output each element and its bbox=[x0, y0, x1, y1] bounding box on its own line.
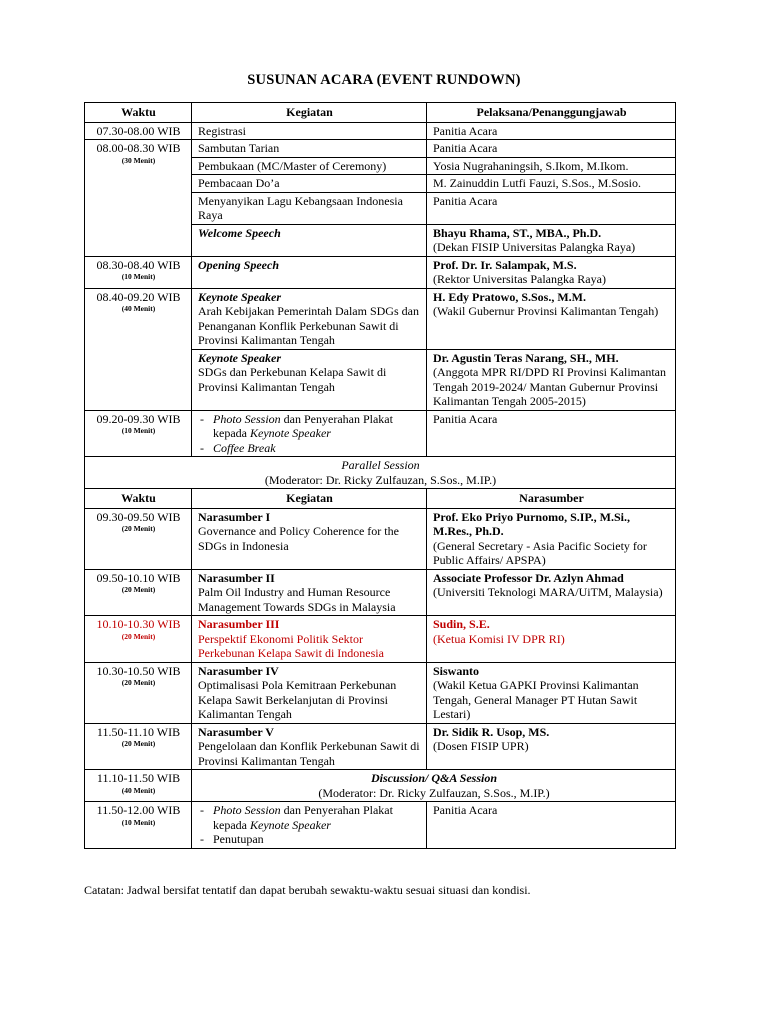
speaker-label: Narasumber V bbox=[198, 724, 274, 739]
time-text: 09.20-09.30 WIB bbox=[96, 411, 181, 426]
time-text: 11.50-11.10 WIB bbox=[96, 724, 181, 739]
speaker-name: Dr. Agustin Teras Narang, SH., MH. bbox=[433, 350, 619, 365]
duration-text: (40 Menit) bbox=[121, 785, 156, 795]
speaker-role: (Anggota MPR RI/DPD RI Provinsi Kalimantan Tengah 2019-2024/ Mantan Gubernur Provinsi Kalimantan Tengah 2005-2015) bbox=[433, 365, 666, 408]
time-cell bbox=[85, 256, 192, 288]
session-topic: Pengelolaan dan Konflik Perkebunan Sawit di Provinsi Kalimantan Tengah bbox=[198, 739, 420, 768]
person-cell: Panitia Acara bbox=[427, 410, 676, 457]
speaker-name: Siswanto bbox=[433, 663, 480, 678]
table-row bbox=[85, 410, 676, 457]
header-pelaksana: Pelaksana/Penanggungjawab bbox=[427, 103, 676, 123]
time-text: 08.40-09.20 WIB bbox=[96, 289, 181, 304]
time-text: 08.00-08.30 WIB bbox=[96, 141, 181, 155]
list-item: - Penutupan bbox=[198, 832, 421, 847]
activity-list bbox=[198, 803, 421, 847]
keynote-topic: Arah Kebijakan Pemerintah Dalam SDGs dan Penanganan Konflik Perkebunan Sawit di Provinsi Kalimantan Tengah bbox=[198, 304, 419, 347]
list-item bbox=[198, 803, 421, 832]
keynote-label: Keynote Speaker bbox=[198, 289, 281, 304]
table-row bbox=[85, 140, 676, 158]
parallel-session-row bbox=[85, 457, 676, 489]
speaker-name: Sudin, S.E. bbox=[433, 617, 490, 631]
speaker-name: Bhayu Rhama, ST., MBA., Ph.D. bbox=[433, 225, 602, 240]
footnote: Catatan: Jadwal bersifat tentatif dan dapat berubah sewaktu-waktu sesuai situasi dan kondisi. bbox=[84, 883, 531, 897]
duration-text: (20 Menit) bbox=[121, 585, 156, 594]
person-cell: M. Zainuddin Lutfi Fauzi, S.Sos., M.Sosio. bbox=[427, 175, 676, 193]
time-cell bbox=[85, 802, 192, 849]
table-row bbox=[85, 616, 676, 663]
speaker-role: (Wakil Ketua GAPKI Provinsi Kalimantan Tengah, General Manager PT Hutan Sawit Lestari) bbox=[433, 678, 639, 721]
person-cell bbox=[427, 288, 676, 349]
speaker-name: H. Edy Pratowo, S.Sos., M.M. bbox=[433, 289, 586, 304]
time-cell bbox=[85, 410, 192, 457]
plakat-text: dan Penyerahan Plakat kepada bbox=[213, 411, 393, 440]
parallel-session-cell bbox=[85, 457, 676, 489]
person-cell bbox=[427, 723, 676, 770]
discussion-title: Discussion/ Q&A Session bbox=[370, 771, 498, 785]
time-cell bbox=[85, 569, 192, 616]
table-row bbox=[85, 662, 676, 723]
person-cell bbox=[427, 616, 676, 663]
person-cell bbox=[427, 256, 676, 288]
time-cell bbox=[85, 616, 192, 663]
activity-cell: Pembacaan Do’a bbox=[192, 175, 427, 193]
session-topic: Palm Oil Industry and Human Resource Management Towards SDGs in Malaysia bbox=[198, 585, 396, 614]
activity-cell bbox=[192, 288, 427, 349]
header-kegiatan: Kegiatan bbox=[192, 489, 427, 509]
document-title: SUSUNAN ACARA (EVENT RUNDOWN) bbox=[247, 72, 521, 88]
person-cell: Panitia Acara bbox=[427, 122, 676, 140]
header-waktu: Waktu bbox=[85, 103, 192, 123]
speaker-name: Prof. Eko Priyo Purnomo, S.IP., M.Si., M.Res., Ph.D. bbox=[433, 509, 631, 538]
duration-text: (10 Menit) bbox=[121, 817, 156, 827]
activity-cell bbox=[192, 723, 427, 770]
discussion-row bbox=[85, 770, 676, 802]
activity-list bbox=[198, 412, 421, 456]
person-cell bbox=[427, 508, 676, 569]
time-text: 07.30-08.00 WIB bbox=[96, 123, 181, 138]
activity-cell bbox=[192, 616, 427, 663]
plakat-text: dan Penyerahan Plakat kepada bbox=[213, 803, 393, 832]
speaker-name: Dr. Sidik R. Usop, MS. bbox=[433, 724, 550, 739]
speaker-role: (Dekan FISIP Universitas Palangka Raya) bbox=[433, 240, 636, 254]
speaker-label: Narasumber III bbox=[198, 617, 280, 631]
speaker-role: (Wakil Gubernur Provinsi Kalimantan Tengah) bbox=[433, 304, 659, 318]
table-row bbox=[85, 723, 676, 770]
table-row bbox=[85, 256, 676, 288]
speaker-role: (Ketua Komisi IV DPR RI) bbox=[433, 631, 565, 646]
keynote-label: Keynote Speaker bbox=[198, 350, 281, 365]
rundown-table bbox=[84, 102, 676, 849]
time-text: 11.10-11.50 WIB bbox=[96, 771, 181, 785]
time-text: 11.50-12.00 WIB bbox=[96, 803, 181, 817]
person-cell: Panitia Acara bbox=[427, 140, 676, 158]
duration-text: (20 Menit) bbox=[121, 739, 156, 748]
person-cell bbox=[427, 662, 676, 723]
parallel-session-moderator: (Moderator: Dr. Ricky Zulfauzan, S.Sos., M.IP.) bbox=[264, 472, 497, 487]
person-cell bbox=[427, 349, 676, 410]
table-row bbox=[85, 508, 676, 569]
photo-session-text: Photo Session bbox=[213, 411, 281, 426]
keynote-text: Keynote Speaker bbox=[249, 426, 331, 440]
speaker-label: Narasumber IV bbox=[198, 663, 279, 678]
activity-cell: Welcome Speech bbox=[192, 224, 427, 256]
duration-text: (20 Menit) bbox=[121, 524, 156, 533]
duration-text: (20 Menit) bbox=[121, 631, 156, 641]
parallel-session-title: Parallel Session bbox=[341, 458, 420, 472]
activity-cell bbox=[192, 508, 427, 569]
table-row bbox=[85, 569, 676, 616]
time-cell bbox=[85, 140, 192, 257]
speaker-role: (Rektor Universitas Palangka Raya) bbox=[433, 272, 606, 286]
duration-text: (30 Menit) bbox=[121, 155, 156, 165]
table-header-row bbox=[85, 103, 676, 123]
speaker-role: (Dosen FISIP UPR) bbox=[433, 739, 529, 753]
time-text: 10.30-10.50 WIB bbox=[96, 663, 181, 678]
list-item bbox=[198, 412, 421, 441]
time-cell bbox=[85, 508, 192, 569]
discussion-cell bbox=[192, 770, 676, 802]
activity-cell bbox=[192, 349, 427, 410]
duration-text: (40 Menit) bbox=[121, 304, 156, 313]
time-cell bbox=[85, 122, 192, 140]
activity-cell: Registrasi bbox=[192, 122, 427, 140]
photo-session-text: Photo Session bbox=[213, 803, 281, 817]
table-row bbox=[85, 802, 676, 849]
time-text: 09.50-10.10 WIB bbox=[96, 570, 181, 585]
duration-text: (10 Menit) bbox=[121, 272, 156, 281]
session-topic: Optimalisasi Pola Kemitraan Perkebunan Kelapa Sawit Berkelanjutan di Provinsi Kalimantan Tengah bbox=[198, 678, 397, 721]
speaker-name: Associate Professor Dr. Azlyn Ahmad bbox=[433, 570, 624, 585]
speaker-label: Narasumber II bbox=[198, 570, 275, 585]
activity-cell: Menyanyikan Lagu Kebangsaan Indonesia Raya bbox=[192, 192, 427, 224]
time-text: 08.30-08.40 WIB bbox=[96, 257, 181, 272]
speaker-label: Narasumber I bbox=[198, 509, 271, 524]
activity-cell bbox=[192, 802, 427, 849]
speaker-name: Prof. Dr. Ir. Salampak, M.S. bbox=[433, 257, 577, 272]
time-cell bbox=[85, 288, 192, 410]
speaker-role: (General Secretary - Asia Pacific Society for Public Affairs/ APSPA) bbox=[433, 538, 647, 567]
table-row bbox=[85, 122, 676, 140]
table-header-row bbox=[85, 489, 676, 509]
activity-cell: Opening Speech bbox=[192, 256, 427, 288]
duration-text: (20 Menit) bbox=[121, 678, 156, 687]
keynote-text: Keynote Speaker bbox=[249, 817, 331, 832]
table-row bbox=[85, 288, 676, 349]
person-cell: Panitia Acara bbox=[427, 802, 676, 849]
time-cell bbox=[85, 770, 192, 802]
header-kegiatan: Kegiatan bbox=[192, 103, 427, 123]
activity-cell: Pembukaan (MC/Master of Ceremony) bbox=[192, 157, 427, 175]
person-cell bbox=[427, 569, 676, 616]
speaker-role: (Universiti Teknologi MARA/UiTM, Malaysia) bbox=[433, 585, 663, 599]
discussion-moderator: (Moderator: Dr. Ricky Zulfauzan, S.Sos., M.IP.) bbox=[318, 785, 550, 800]
session-topic: Perspektif Ekonomi Politik Sektor Perkebunan Kelapa Sawit di Indonesia bbox=[198, 631, 384, 660]
header-narasumber: Narasumber bbox=[427, 489, 676, 509]
person-cell: Panitia Acara bbox=[427, 192, 676, 224]
header-waktu: Waktu bbox=[85, 489, 192, 509]
session-topic: Governance and Policy Coherence for the SDGs in Indonesia bbox=[198, 524, 399, 553]
list-item: - Coffee Break bbox=[198, 441, 421, 456]
activity-cell: Sambutan Tarian bbox=[192, 140, 427, 158]
activity-cell bbox=[192, 662, 427, 723]
time-text: 09.30-09.50 WIB bbox=[96, 509, 181, 524]
time-text: 10.10-10.30 WIB bbox=[96, 617, 181, 631]
activity-cell bbox=[192, 569, 427, 616]
person-cell: Yosia Nugrahaningsih, S.Ikom, M.Ikom. bbox=[427, 157, 676, 175]
keynote-topic: SDGs dan Perkebunan Kelapa Sawit di Provinsi Kalimantan Tengah bbox=[198, 365, 387, 394]
activity-cell bbox=[192, 410, 427, 457]
time-cell bbox=[85, 662, 192, 723]
duration-text: (10 Menit) bbox=[121, 426, 156, 435]
person-cell bbox=[427, 224, 676, 256]
time-cell bbox=[85, 723, 192, 770]
